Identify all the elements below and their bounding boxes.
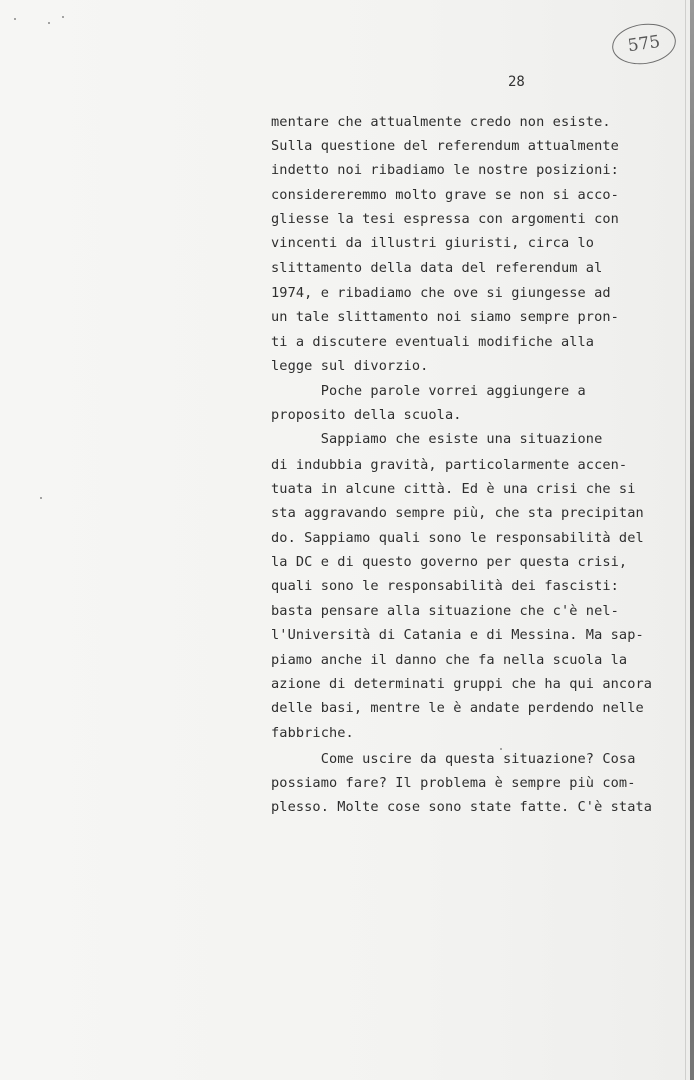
stamp-number: 575	[626, 31, 662, 57]
text-line: tuata in alcune città. Ed è una crisi che si	[271, 481, 636, 497]
text-line: fabbriche.	[271, 725, 354, 741]
text-line: piamo anche il danno che fa nella scuola la	[271, 652, 628, 668]
text-line: Come uscire da questa situazione? Cosa	[271, 751, 636, 767]
text-line: 1974, e ribadiamo che ove si giungesse ad	[271, 285, 611, 301]
page-number: 28	[508, 74, 525, 90]
text-line: quali sono le responsabilità dei fascisti:	[271, 578, 619, 594]
text-line: considereremmo molto grave se non si acco-	[271, 187, 619, 203]
text-line: di indubbia gravità, particolarmente accen-	[271, 457, 628, 473]
archive-stamp	[610, 20, 679, 69]
text-line: un tale slittamento noi siamo sempre pron-	[271, 309, 619, 325]
page-fold-line	[685, 0, 686, 1080]
text-line: Sulla questione del referendum attualmente	[271, 138, 619, 154]
scan-speck	[62, 16, 64, 18]
text-line: indetto noi ribadiamo le nostre posizioni:	[271, 162, 619, 178]
scan-speck	[40, 497, 42, 499]
scan-speck	[14, 18, 16, 20]
text-line: sta aggravando sempre più, che sta precipitan	[271, 505, 644, 521]
text-line: possiamo fare? Il problema è sempre più com-	[271, 775, 636, 791]
text-line: legge sul divorzio.	[271, 358, 429, 374]
text-line: la DC e di questo governo per questa crisi,	[271, 554, 628, 570]
text-line: l'Università di Catania e di Messina. Ma sap-	[271, 627, 644, 643]
text-line: delle basi, mentre le è andate perdendo nelle	[271, 700, 644, 716]
scan-speck	[500, 748, 502, 750]
scan-speck	[48, 22, 50, 24]
text-line: ti a discutere eventuali modifiche alla	[271, 334, 595, 350]
text-line: mentare che attualmente credo non esiste.	[271, 114, 611, 130]
text-line: Poche parole vorrei aggiungere a	[271, 383, 586, 399]
text-line: Sappiamo che esiste una situazione	[271, 431, 603, 447]
text-line: gliesse la tesi espressa con argomenti con	[271, 211, 619, 227]
text-line: slittamento della data del referendum al	[271, 260, 603, 276]
text-line: azione di determinati gruppi che ha qui ancora	[271, 676, 653, 692]
text-line: plesso. Molte cose sono state fatte. C'è stata	[271, 799, 653, 815]
text-line: vincenti da illustri giuristi, circa lo	[271, 235, 595, 251]
page-edge	[690, 0, 694, 1080]
text-line: basta pensare alla situazione che c'è nel-	[271, 603, 619, 619]
text-line: do. Sappiamo quali sono le responsabilità del	[271, 530, 644, 546]
text-line: proposito della scuola.	[271, 407, 462, 423]
